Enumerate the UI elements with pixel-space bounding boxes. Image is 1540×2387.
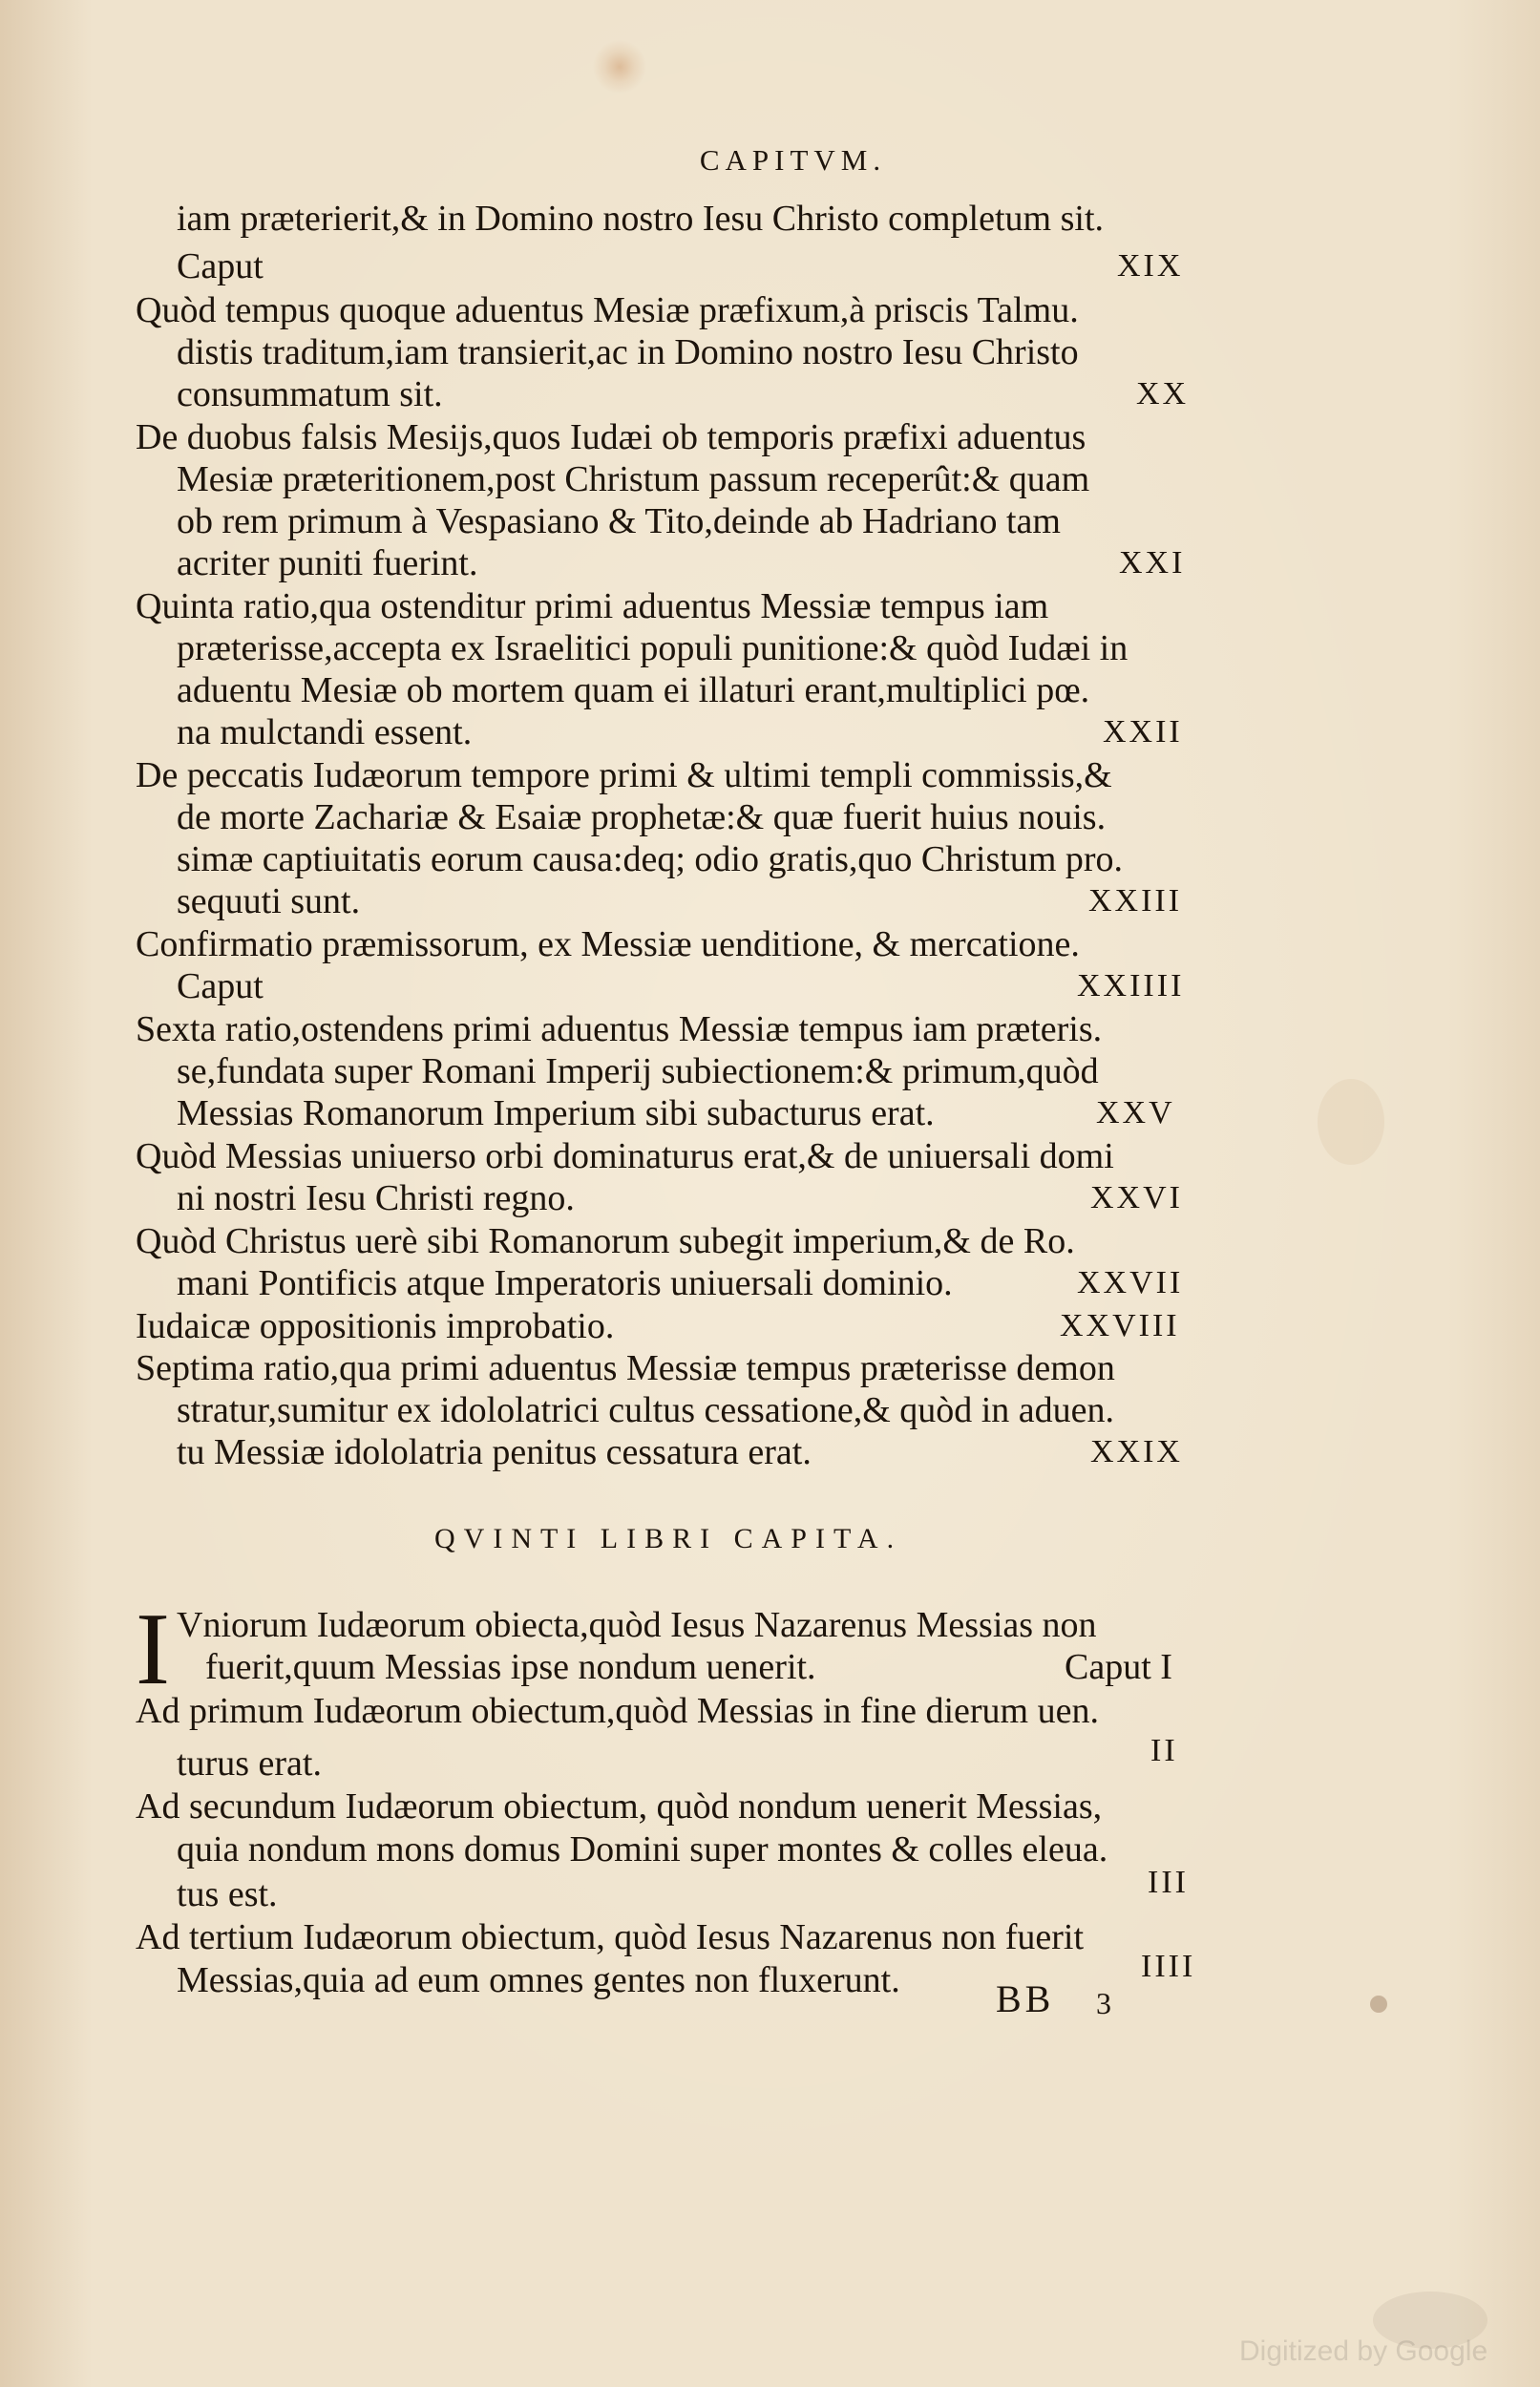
toc-line: sequuti sunt. bbox=[177, 881, 361, 921]
drop-cap: I bbox=[136, 1593, 170, 1706]
toc-line: ob rem primum à Vespasiano & Tito,deinde ab Hadriano tam bbox=[177, 501, 1061, 541]
toc-line: tus est. bbox=[177, 1874, 278, 1914]
toc-line: Sexta ratio,ostendens primi aduentus Messiæ tempus iam præteris. bbox=[136, 1009, 1103, 1049]
toc-line: Caput bbox=[177, 246, 264, 286]
toc-line: stratur,sumitur ex idololatrici cultus cessatione,& quòd in aduen. bbox=[177, 1390, 1115, 1430]
toc-line: fuerit,quum Messias ipse nondum uenerit. bbox=[205, 1647, 816, 1687]
chapter-number: XXIII bbox=[1088, 883, 1183, 919]
toc-line: de morte Zachariæ & Esaiæ prophetæ:& quæ fuerit huius nouis. bbox=[177, 797, 1107, 837]
chapter-number: XXVII bbox=[1077, 1265, 1184, 1300]
toc-line: quia nondum mons domus Domini super montes & colles eleua. bbox=[177, 1829, 1108, 1869]
toc-line: Vniorum Iudæorum obiecta,quòd Iesus Nazarenus Messias non bbox=[177, 1605, 1097, 1645]
chapter-number: XXVI bbox=[1090, 1180, 1183, 1215]
toc-line: Mesiæ præteritionem,post Christum passum receperût:& quam bbox=[177, 459, 1090, 499]
chapter-number: XXI bbox=[1119, 545, 1186, 581]
toc-line: Ad secundum Iudæorum obiectum, quòd nondum uenerit Messias, bbox=[136, 1786, 1103, 1827]
toc-line: aduentu Mesiæ ob mortem quam ei illaturi erant,multiplici pœ. bbox=[177, 670, 1090, 710]
chapter-number: XX bbox=[1136, 376, 1190, 412]
toc-line: Septima ratio,qua primi aduentus Messiæ tempus præterisse demon bbox=[136, 1348, 1115, 1388]
chapter-number: XXIIII bbox=[1077, 968, 1185, 1003]
chapter-number: IIII bbox=[1141, 1949, 1196, 1984]
toc-line: se,fundata super Romani Imperij subiectionem:& primum,quòd bbox=[177, 1051, 1099, 1091]
section-title: QVINTI LIBRI CAPITA. bbox=[434, 1523, 903, 1554]
paper-stain bbox=[1370, 1996, 1387, 2013]
digitized-watermark: Digitized by Google bbox=[1239, 2335, 1488, 2367]
toc-line: distis traditum,iam transierit,ac in Domino nostro Iesu Christo bbox=[177, 332, 1079, 372]
toc-line: Quòd Christus uerè sibi Romanorum subegit imperium,& de Ro. bbox=[136, 1221, 1075, 1261]
chapter-number: III bbox=[1148, 1865, 1189, 1900]
toc-line: acriter puniti fuerint. bbox=[177, 543, 478, 583]
toc-line: Ad tertium Iudæorum obiectum, quòd Iesus Nazarenus non fuerit bbox=[136, 1917, 1085, 1957]
chapter-number: XXV bbox=[1096, 1095, 1175, 1130]
toc-line: turus erat. bbox=[177, 1743, 322, 1784]
toc-line: iam præterierit,& in Domino nostro Iesu Christo completum sit. bbox=[177, 199, 1105, 239]
chapter-number: XXIX bbox=[1090, 1434, 1183, 1469]
toc-line: Messias,quia ad eum omnes gentes non fluxerunt. bbox=[177, 1960, 900, 2000]
page-header: CAPITVM. bbox=[699, 143, 887, 177]
toc-line: Ad primum Iudæorum obiectum,quòd Messias in fine dierum uen. bbox=[136, 1691, 1099, 1731]
chapter-number: XIX bbox=[1117, 248, 1184, 284]
toc-line: simæ captiuitatis eorum causa:deq; odio gratis,quo Christum pro. bbox=[177, 839, 1124, 879]
toc-line: ni nostri Iesu Christi regno. bbox=[177, 1178, 575, 1218]
toc-line: Quòd tempus quoque aduentus Mesiæ præfixum,à priscis Talmu. bbox=[136, 290, 1079, 330]
toc-line: Confirmatio præmissorum, ex Messiæ uenditione, & mercatione. bbox=[136, 924, 1080, 964]
signature-number: 3 bbox=[1096, 1986, 1111, 2020]
toc-line: Quinta ratio,qua ostenditur primi aduentus Messiæ tempus iam bbox=[136, 586, 1049, 626]
toc-line: na mulctandi essent. bbox=[177, 712, 473, 752]
paper-stain bbox=[1318, 1079, 1384, 1165]
chapter-number: XXVIII bbox=[1060, 1308, 1180, 1343]
toc-line: Iudaicæ oppositionis improbatio. bbox=[136, 1306, 615, 1346]
toc-line: mani Pontificis atque Imperatoris uniuersali dominio. bbox=[177, 1263, 953, 1303]
toc-line: De peccatis Iudæorum tempore primi & ultimi templi commissis,& bbox=[136, 755, 1112, 795]
toc-line: consummatum sit. bbox=[177, 374, 443, 414]
toc-line: Messias Romanorum Imperium sibi subacturus erat. bbox=[177, 1093, 935, 1133]
toc-line: Quòd Messias uniuerso orbi dominaturus erat,& de uniuersali domi bbox=[136, 1136, 1114, 1176]
toc-line: Caput bbox=[177, 966, 264, 1006]
toc-line: Caput I bbox=[1065, 1647, 1172, 1687]
toc-line: præterisse,accepta ex Israelitici populi punitione:& quòd Iudæi in bbox=[177, 628, 1129, 668]
signature-mark: BB bbox=[996, 1977, 1055, 2020]
toc-line: tu Messiæ idololatria penitus cessatura erat. bbox=[177, 1432, 812, 1472]
chapter-number: XXII bbox=[1103, 714, 1183, 750]
toc-line: De duobus falsis Mesijs,quos Iudæi ob temporis præfixi aduentus bbox=[136, 417, 1086, 457]
chapter-number: II bbox=[1150, 1733, 1178, 1768]
